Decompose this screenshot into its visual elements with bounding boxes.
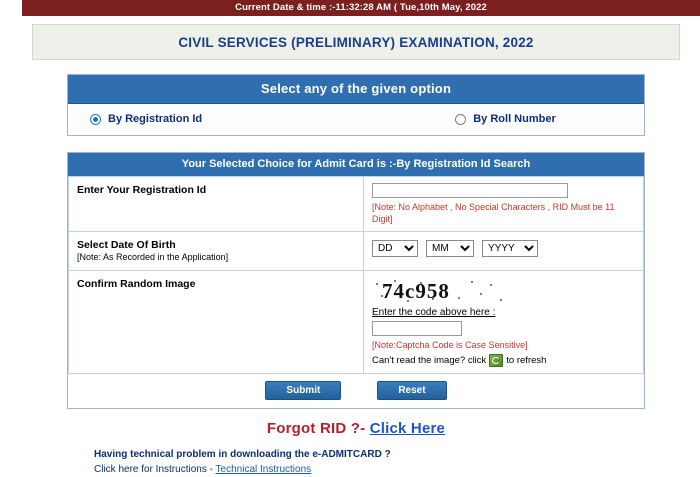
captcha-refresh-text-before: Can't read the image? click	[372, 355, 487, 367]
form-buttons	[68, 374, 644, 408]
page-title: CIVIL SERVICES (PRELIMINARY) EXAMINATION, 2022	[178, 34, 534, 50]
registration-note: [Note: No Alphabet , No Special Characters , RID Must be 11 Digit]	[372, 202, 615, 225]
captcha-code-text: 74c958	[382, 279, 450, 304]
dob-label: Select Date Of Birth	[77, 239, 176, 252]
captcha-input-cell	[364, 271, 644, 374]
radio-label-by-registration-id: By Registration Id	[108, 113, 203, 125]
registration-id-input[interactable]	[372, 183, 568, 198]
captcha-image	[372, 277, 522, 305]
option-registration-id[interactable]	[68, 113, 367, 125]
dob-year-select[interactable]	[482, 240, 538, 257]
refresh-icon[interactable]	[489, 354, 503, 367]
captcha-refresh-line	[372, 354, 635, 367]
footer-line-2	[94, 463, 690, 477]
dob-day-select[interactable]	[372, 240, 418, 257]
submit-button[interactable]: Submit	[265, 381, 341, 400]
forgot-rid-link[interactable]: Click Here	[369, 420, 446, 438]
footer-line-2-prefix: Click here for Instructions -	[94, 463, 216, 475]
select-option-panel	[67, 74, 645, 136]
admit-card-form-table	[68, 176, 644, 374]
select-option-header: Select any of the given option	[68, 75, 644, 104]
registration-input-cell	[364, 177, 644, 232]
exam-title-band	[32, 24, 680, 60]
radio-label-by-roll-number: By Roll Number	[473, 113, 556, 125]
table-row-captcha	[69, 271, 644, 374]
option-roll-number[interactable]	[367, 113, 644, 125]
dob-sub-label: [Note: As Recorded in the Application]	[77, 252, 229, 263]
captcha-input[interactable]	[372, 321, 462, 336]
current-datetime-bar: Current Date & time :-11:32:28 AM ( Tue,10th May, 2022	[22, 0, 700, 16]
dob-input-cell	[364, 232, 644, 271]
footer-instructions	[94, 448, 690, 477]
dob-label-cell	[69, 232, 364, 271]
technical-instructions-link[interactable]: Technical Instructions	[215, 463, 312, 475]
footer-line-1: Having technical problem in downloading the e-ADMITCARD ?	[94, 449, 391, 461]
option-row	[68, 104, 644, 135]
captcha-refresh-text-after: to refresh	[506, 355, 547, 367]
dob-selectors	[372, 238, 635, 257]
table-row-registration	[69, 177, 644, 232]
selected-choice-header: Your Selected Choice for Admit Card is :-By Registration Id Search	[68, 153, 644, 176]
admit-card-form-panel	[67, 152, 645, 409]
forgot-rid-line	[22, 420, 690, 437]
registration-label: Enter Your Registration Id	[77, 184, 207, 196]
registration-label-cell	[69, 177, 364, 232]
forgot-rid-text: Forgot RID ?-	[266, 420, 366, 438]
dob-month-select[interactable]	[426, 240, 474, 257]
captcha-label: Confirm Random Image	[77, 278, 196, 291]
captcha-label-cell	[69, 271, 364, 374]
captcha-hint: Enter the code above here :	[372, 307, 496, 319]
radio-by-registration-id[interactable]	[90, 114, 101, 125]
page-content	[22, 16, 690, 475]
right-margin-rail	[690, 0, 700, 400]
table-row-dob	[69, 232, 644, 271]
left-margin-rail	[0, 0, 23, 400]
radio-by-roll-number[interactable]	[455, 114, 466, 125]
reset-button[interactable]: Reset	[377, 381, 446, 400]
captcha-note: [Note:Captcha Code is Case Sensitive]	[372, 340, 528, 351]
